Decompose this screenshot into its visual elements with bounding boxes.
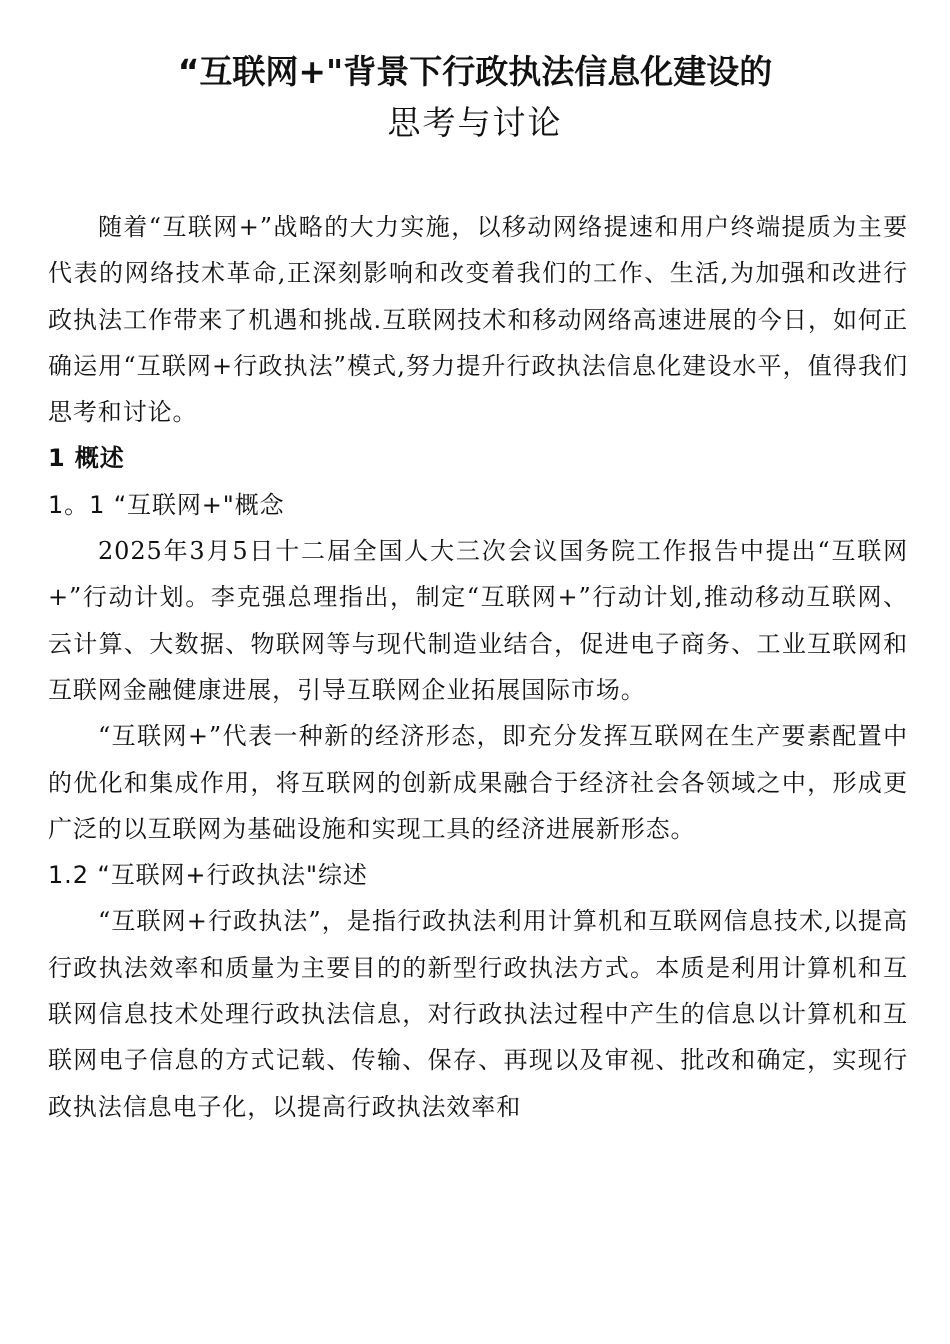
- document-title: “互联网+"背景下行政执法信息化建设的: [177, 52, 773, 91]
- paragraph-definition: “互联网+行政执法”，是指行政执法利用计算机和互联网信息技术,以提高行政执法效率和质量为主要目的的新型行政执法方式。本质是利用计算机和互联网信息技术处理行政执法信息，对行政执法过程中产生的信息以计算机和互联网电子信息的方式记载、传输、保存、再现以及审视、批改和确定，实现行政执法信息电子化，以提高行政执法效率和: [48, 907, 908, 1121]
- section-heading-overview: 1 概述: [48, 444, 125, 473]
- document-subtitle: 思考与讨论: [387, 103, 563, 142]
- document-body: [48, 204, 908, 1130]
- paragraph-economic-form: “互联网+”代表一种新的经济形态，即充分发挥互联网在生产要素配置中的优化和集成作用，将互联网的创新成果融合于经济社会各领域之中，形成更广泛的以互联网为基础设施和实现工具的经济进展新形态。: [48, 722, 908, 843]
- subsection-heading-concept: 1。1 “互联网+"概念: [48, 490, 285, 519]
- subsection-heading-summary: 1.2 “互联网+行政执法"综述: [48, 861, 368, 890]
- paragraph-action-plan: 2025年3月5日十二届全国人大三次会议国务院工作报告中提出“互联网+”行动计划。李克强总理指出，制定“互联网+”行动计划,推动移动互联网、云计算、大数据、物联网等与现代制造业结合，促进电子商务、工业互联网和互联网金融健康进展，引导互联网企业拓展国际市场。: [48, 537, 908, 704]
- paragraph-intro: 随着“互联网+”战略的大力实施，以移动网络提速和用户终端提质为主要代表的网络技术革命,正深刻影响和改变着我们的工作、生活,为加强和改进行政执法工作带来了机遇和挑战.互联网技术和移动网络高速进展的今日，如何正确运用“互联网+行政执法”模式,努力提升行政执法信息化建设水平，值得我们思考和讨论。: [48, 213, 908, 427]
